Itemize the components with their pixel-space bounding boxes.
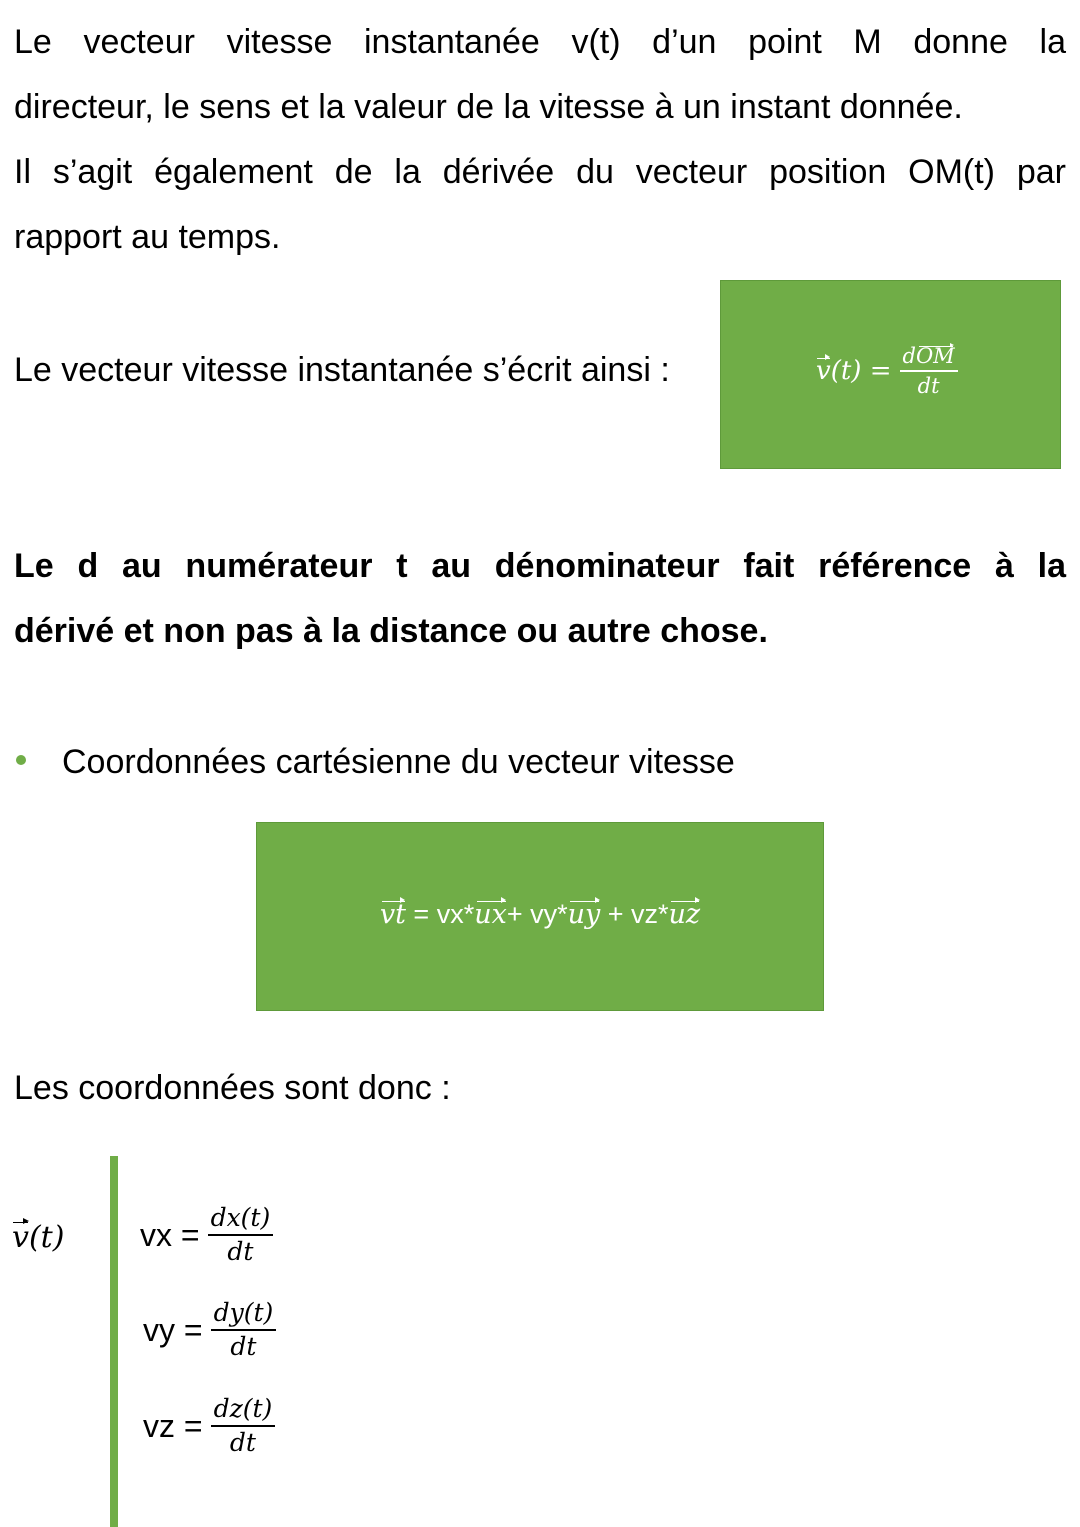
coord-vy bbox=[143, 1300, 276, 1361]
coord-vy-name: vy = bbox=[143, 1311, 203, 1348]
formula1-denominator: dt bbox=[917, 374, 940, 399]
intro-line-2: directeur, le sens et la valeur de la vitesse à un instant donnée. bbox=[14, 88, 963, 126]
formula1-numerator: dOM bbox=[900, 345, 958, 372]
coord-vz-den: dt bbox=[229, 1428, 256, 1458]
coord-vz-num: dz(t) bbox=[211, 1396, 276, 1427]
vt-vector: vt bbox=[379, 899, 406, 930]
coord-vx-den: dt bbox=[227, 1237, 254, 1267]
uy-vector: uy bbox=[567, 899, 601, 930]
intro-paragraph bbox=[14, 10, 1066, 270]
coords-label: Les coordonnées sont donc : bbox=[14, 1069, 451, 1107]
formula1-box bbox=[720, 280, 1061, 469]
note-line-1: Le d au numérateur t au dénominateur fait référence à la bbox=[14, 547, 1066, 585]
coord-vz-fraction bbox=[211, 1396, 276, 1457]
coord-vy-num: dy(t) bbox=[211, 1300, 277, 1331]
formula2-expression bbox=[257, 899, 823, 930]
bullet-heading: Coordonnées cartésienne du vecteur vitesse bbox=[62, 743, 735, 781]
coords-vector-rest: (t) bbox=[28, 1220, 65, 1255]
v-vector: v bbox=[816, 356, 831, 387]
coords-vector bbox=[12, 1220, 64, 1255]
ux-vector: ux bbox=[474, 899, 507, 930]
coord-vz bbox=[143, 1396, 275, 1457]
formula2-plus1: + vy* bbox=[506, 899, 568, 929]
coord-vx bbox=[140, 1205, 273, 1266]
formula1-lhs bbox=[816, 356, 892, 386]
coords-v-vector: v bbox=[12, 1220, 29, 1255]
intro-line-1: Le vecteur vitesse instantanée v(t) d’un point M donne la bbox=[14, 23, 1066, 61]
coord-vx-name: vx = bbox=[140, 1216, 200, 1253]
om-vector: OM bbox=[915, 344, 955, 368]
uz-vector: uz bbox=[668, 899, 701, 930]
intro-line-3: Il s’agit également de la dérivée du vecteur position OM(t) par bbox=[14, 153, 1066, 191]
coord-vx-num: dx(t) bbox=[208, 1205, 274, 1236]
formula1-fraction bbox=[900, 345, 958, 397]
formula2-plus2: + vz* bbox=[600, 899, 669, 929]
coords-brace-bar bbox=[110, 1156, 118, 1527]
note-line-2: dérivé et non pas à la distance ou autre chose. bbox=[14, 612, 768, 650]
coord-vz-name: vz = bbox=[143, 1407, 203, 1444]
formula1-expression bbox=[816, 345, 958, 397]
intro-line-4: rapport au temps. bbox=[14, 218, 281, 256]
formula1-lhs-rest: (t) = bbox=[830, 356, 892, 387]
formula1-label: Le vecteur vitesse instantanée s’écrit ainsi : bbox=[14, 351, 670, 389]
formula2-eq: = vx* bbox=[405, 899, 475, 929]
coord-vy-den: dt bbox=[230, 1332, 257, 1362]
bullet-dot bbox=[16, 755, 26, 765]
note-paragraph bbox=[14, 534, 1066, 664]
coord-vx-fraction bbox=[208, 1205, 274, 1266]
coord-vy-fraction bbox=[211, 1300, 277, 1361]
formula2-box bbox=[256, 822, 824, 1011]
